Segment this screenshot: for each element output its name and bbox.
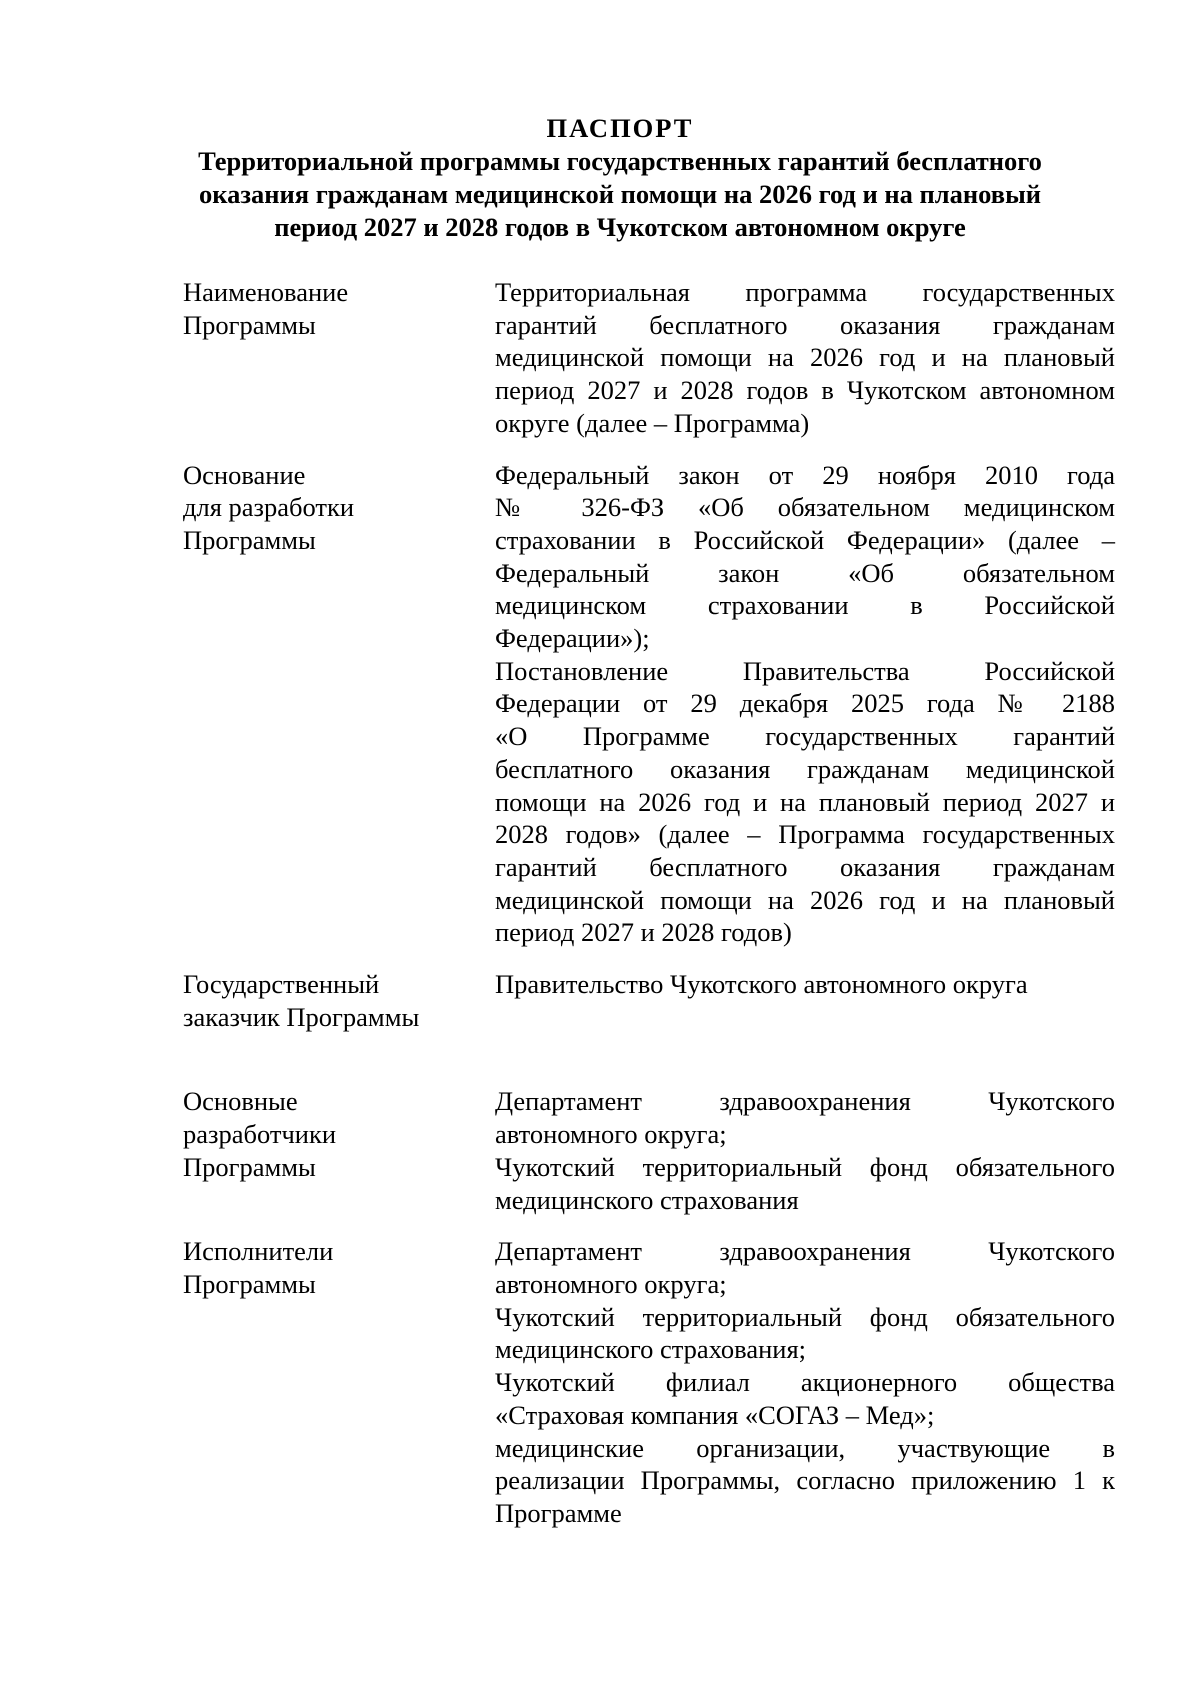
label-line: Наименование — [183, 277, 349, 307]
value-line: автономного округа; — [495, 1119, 727, 1150]
table-row-legal-basis — [183, 459, 1115, 969]
value-line: Департамент здравоохранения Чукотского — [495, 1236, 1115, 1267]
passport-title — [150, 112, 1090, 244]
value-line: медицинского страхования — [495, 1184, 799, 1215]
title-line: оказания гражданам медицинской помощи на 2026 год и на плановый — [198, 179, 1042, 209]
value-line: Федеральный закон от 29 ноября 2010 года — [495, 459, 1115, 490]
label-line: Программы — [183, 1268, 316, 1299]
row-label — [183, 459, 495, 969]
value-line: автономного округа; — [495, 1268, 727, 1299]
table-row-main-developers — [183, 1085, 1115, 1235]
label-line: Программы — [183, 309, 316, 340]
value-line: медицинского страхования; — [495, 1334, 807, 1365]
value-line: № 326-ФЗ «Об обязательном медицинском — [495, 492, 1115, 523]
label-line: Государственный — [183, 969, 380, 1000]
value-line: Федеральный закон «Об обязательном — [495, 557, 1115, 588]
table-row-program-name — [183, 276, 1115, 459]
row-value — [495, 276, 1115, 459]
value-line: помощи на 2026 год и на плановый период 2027 и — [495, 786, 1115, 817]
value-line: Федерации от 29 декабря 2025 года № 2188 — [495, 688, 1115, 719]
title-line: Территориальной программы государственных гарантий бесплатного — [198, 146, 1042, 176]
label-line: Основание — [183, 459, 306, 490]
label-line: Исполнители — [183, 1236, 334, 1267]
row-label — [183, 1085, 495, 1235]
value-line: гарантий бесплатного оказания гражданам — [495, 851, 1115, 882]
label-line: заказчик Программы — [183, 1001, 420, 1032]
label-line: Программы — [183, 1151, 316, 1182]
value-line: медицинском страховании в Российской — [495, 590, 1115, 621]
value-line: бесплатного оказания гражданам медицинской — [495, 753, 1115, 784]
table-row-executors — [183, 1235, 1115, 1529]
value-line: реализации Программы, согласно приложению 1 к — [495, 1465, 1115, 1496]
label-line: Программы — [183, 524, 316, 555]
value-line: округе (далее – Программа) — [495, 407, 810, 438]
label-line: разработчики — [183, 1119, 337, 1150]
value-line: период 2027 и 2028 годов) — [495, 917, 792, 948]
value-line: Территориальная программа государственных — [495, 277, 1115, 307]
value-line: Чукотский территориальный фонд обязательного — [495, 1151, 1115, 1182]
table-row-state-customer — [183, 968, 1115, 1085]
label-line: для разработки — [183, 492, 355, 523]
value-line: «О Программе государственных гарантий — [495, 721, 1115, 752]
value-line: Постановление Правительства Российской — [495, 655, 1115, 686]
row-value — [495, 968, 1115, 1085]
passport-table — [183, 276, 1115, 1530]
row-label — [183, 1235, 495, 1529]
value-line: медицинской помощи на 2026 год и на плановый — [495, 884, 1115, 915]
value-line: 2028 годов» (далее – Программа государственных — [495, 819, 1115, 850]
value-line: период 2027 и 2028 годов в Чукотском автономном — [495, 375, 1115, 406]
value-line: Правительство Чукотского автономного округа — [495, 969, 1028, 1000]
value-line: Федерации»); — [495, 623, 650, 654]
value-line: медицинской помощи на 2026 год и на плановый — [495, 342, 1115, 373]
row-label — [183, 276, 495, 459]
row-label — [183, 968, 495, 1085]
label-line: Основные — [183, 1086, 298, 1117]
value-line: «Страховая компания «СОГАЗ – Мед»; — [495, 1399, 935, 1430]
value-line: Департамент здравоохранения Чукотского — [495, 1086, 1115, 1117]
value-line: Чукотский территориальный фонд обязательного — [495, 1301, 1115, 1332]
value-line: гарантий бесплатного оказания гражданам — [495, 309, 1115, 340]
title-main: ПАСПОРТ — [546, 113, 694, 143]
value-line: медицинские организации, участвующие в — [495, 1432, 1115, 1463]
value-line: страховании в Российской Федерации» (далее – — [495, 524, 1115, 555]
value-line: Чукотский филиал акционерного общества — [495, 1367, 1115, 1398]
value-line: Программе — [495, 1497, 622, 1528]
row-value — [495, 1235, 1115, 1529]
row-value — [495, 459, 1115, 969]
title-line: период 2027 и 2028 годов в Чукотском автономном округе — [274, 212, 966, 242]
row-value — [495, 1085, 1115, 1235]
